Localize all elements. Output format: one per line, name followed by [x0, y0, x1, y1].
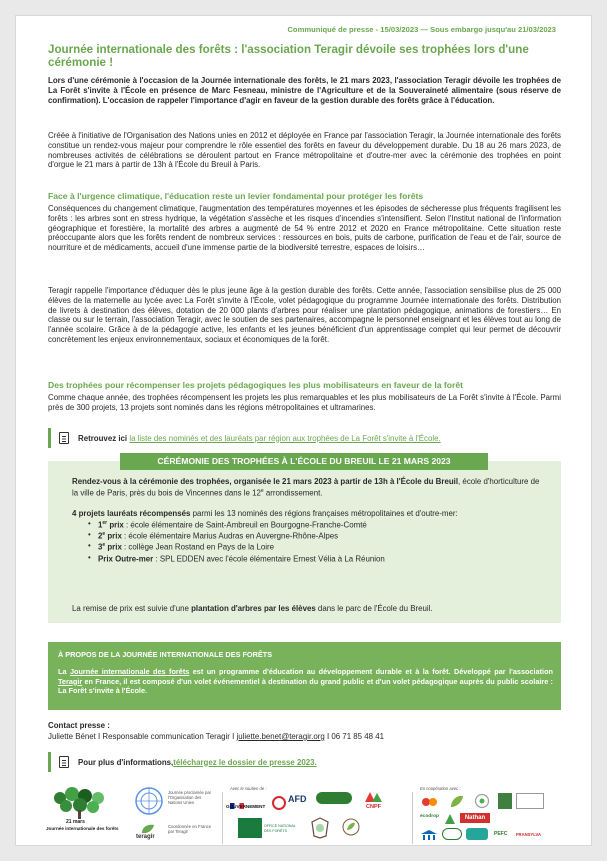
embargo-line: Communiqué de presse - 15/03/2023 — Sous embargo jusqu'au 21/03/2023 [287, 25, 556, 34]
teragir-link[interactable]: Teragir [58, 676, 83, 686]
cnpf-text: CNPF [366, 804, 381, 810]
prize-list [88, 519, 538, 564]
afd-logo-icon [272, 795, 286, 816]
jif-link[interactable]: Journée internationale des forêts [69, 667, 190, 676]
ceremony-rdv [72, 477, 542, 498]
contact-header: Contact presse : [48, 721, 110, 730]
teragir-sub: Coordonnée en France par Teragir [168, 824, 212, 834]
fransylva-text: FRANSYLVA [516, 832, 541, 837]
coop-logo-2-icon [448, 793, 466, 814]
list-item: • Prix Outre-mer : SPL EDDEN avec l'école élémentaire Ernest Vélia à La Réunion [88, 553, 538, 564]
jif-line2: Journée internationale des forêts [46, 826, 119, 831]
page-title: Journée internationale des forêts : l'association Teragir dévoile ses trophées lors d'une cérémonie ! [48, 43, 529, 69]
laureats-bold: 4 projets lauréats récompensés [72, 509, 191, 518]
divider [412, 792, 413, 844]
gouv-text: GOUVERNEMENT [226, 804, 266, 809]
heading-climate: Face à l'urgence climatique, l'éducation reste un levier fondamental pour protéger les forêts [48, 191, 424, 201]
divider [222, 792, 223, 844]
green-banner-logo [316, 792, 352, 804]
jif-tree-icon [50, 786, 112, 820]
coop-logo-3-icon [474, 793, 490, 814]
document-icon [59, 756, 69, 768]
ceremony-planting: La remise de prix est suivie d'une plantation d'arbres par les élèves dans le parc de l'École du Breuil. [72, 604, 433, 613]
coop-logo-4-icon [498, 793, 512, 809]
ecodrop-text: ecodrop [420, 814, 439, 819]
coop-logo-1-icon [420, 795, 440, 813]
nominees-callout [48, 428, 561, 448]
logos-footer [16, 784, 593, 846]
list-item: • 1er prix : école élémentaire de Saint-Ambreuil en Bourgogne-Franche-Comté [88, 519, 538, 530]
nominees-link[interactable]: la liste des nominés et des lauréats par région aux trophées de La Forêt s'invite à l'École. [129, 433, 441, 443]
email-link[interactable]: juliette.benet@teragir.org [236, 732, 325, 741]
paragraph-3: Teragir rappelle l'importance d'éduquer dès le plus jeune âge à la gestion durable des forêts. Cette année, l'association sensibilise plus de 25 000 élèves de la maternelle au lycée avec La Forêt s'invite à l'École, volet pédagogique du programme Journée internationale des forêts. Distribution de livrets à destination des élèves, dotation de 20 000 plants d'arbres pour réaliser une plantation pédagogique, animations de forestiers… En classe ou sur le terrain, l'association Teragir, avec le soutien de ses partenaires, accompagne le personnel enseignant et les élèves tout au long de l'année scolaire. Grâce à de la pédagogie active, les enfants et les jeunes bénéficient d'un apprentissage complet qui leur permet de découvrir concrètement les enjeux environnementaux, sociaux et économiques de la forêt. [48, 286, 561, 344]
nathan-logo: Nathan [460, 813, 490, 823]
leaf-round-icon [342, 818, 360, 841]
coop-logo-8-icon [466, 828, 488, 840]
coop-logo-5-icon [516, 793, 544, 809]
coop-logo-7-icon [442, 828, 462, 840]
contact-line: Juliette Bénet I Responsable communication Teragir I juliette.benet@teragir.org I 06 71 85 48 41 [48, 732, 384, 741]
callout-prefix: Retrouvez ici [78, 433, 128, 443]
un-logo-icon [134, 786, 164, 821]
rdv-bold: Rendez-vous à la cérémonie des trophées, organisée le 21 mars 2023 à partir de 13h à l'École du Breuil [72, 477, 459, 486]
jif-line1: 21 mars [66, 819, 85, 825]
more-prefix: Pour plus d'informations, [78, 757, 174, 767]
ceremony-box [48, 456, 561, 623]
rdv-end: arrondissement. [263, 488, 323, 498]
press-kit-callout [48, 752, 561, 772]
heading-trophies: Des trophées pour récompenser les projets pédagogiques les plus mobilisateurs en faveur de la forêt [48, 380, 464, 390]
unesco-logo-icon [420, 828, 438, 846]
rdv-rest: , école d'horticulture de la ville de Paris, près du bois de Vincennes dans le 12 [72, 477, 540, 498]
ceremony-header: CÉRÉMONIE DES TROPHÉES À L'ÉCOLE DU BREUIL LE 21 MARS 2023 [120, 453, 488, 470]
onf-text: OFFICE NATIONAL DES FORÊTS [264, 824, 296, 833]
cooperation-label: En coopération avec : [420, 786, 461, 791]
un-text: Journée proclamée par l'Organisation des Nations Unies [168, 790, 212, 805]
document-icon [59, 432, 69, 444]
paragraph-2: Conséquences du changement climatique, l'augmentation des températures moyennes et les épisodes de sécheresse plus fréquents fragilisent les forêts : les arbres sont en stress hydrique, la végétation s'assèche et les risques d'incendies s'intensifient. Selon l'Institut national de l'information géographique et forestière, la mortalité des arbres a augmenté de 54 % entre 2012 et 2020 en France métropolitaine. Cette situation reste préoccupante alors que les forêts rendent de nombreux services : ressources en bois, puits de carbone, purification de l'eau et de l'air, source de nourriture et de médicaments, accueil d'une immense partie de la biodiversité terrestre, espaces de loisirs… [48, 204, 561, 253]
pefc-text: PEFC [494, 831, 508, 837]
laureats-rest: parmi les 13 nominés des régions françaises métropolitaines et d'outre-mer: [190, 509, 458, 518]
intro-paragraph: Lors d'une cérémonie à l'occasion de la Journée internationale des forêts, le 21 mars 2023, l'association Teragir dévoile les trophées de La Forêt s'invite à l'École en présence de Marc Fesneau, ministre de l'Agriculture et de la Souveraineté alimentaire (sous réserve de confirmation). L'occasion de rappeler l'importance d'agir en faveur de la gestion durable des forêts grâce à l'éducation. [48, 76, 561, 105]
list-item: • 3e prix : collège Jean Rostand en Pays de la Loire [88, 541, 538, 552]
about-box [48, 642, 561, 710]
press-kit-link[interactable]: téléchargez le dossier de presse 2023. [173, 757, 317, 767]
teragir-logo-text: teragir [136, 834, 155, 840]
afd-text: AFD [288, 794, 307, 804]
about-header: À PROPOS DE LA JOURNÉE INTERNATIONALE DES FORÊTS [58, 650, 273, 659]
about-text: La Journée internationale des forêts est un programme d'éducation au développement durable et à la forêt. Développé par l'association Teragir en France, il est composé d'un volet événementiel à destination du grand public et d'un volet pédagogique auprès du public scolaire : La Forêt s'invite à l'École. [58, 667, 553, 695]
onf-logo-icon [238, 818, 262, 838]
paragraph-4: Comme chaque année, des trophées récompensent les projets les plus remarquables et les plus mobilisateurs de La Forêt s'invite à l'École. Parmi près de 300 projets, 13 projets sont nominés dans les régions métropolitaines et ultramarines. [48, 393, 561, 412]
soutien-label: Avec le soutien de : [230, 786, 267, 791]
partner-seal-icon [310, 816, 330, 845]
press-release-page [15, 15, 592, 846]
paragraph-1: Créée à l'initiative de l'Organisation des Nations unies en 2012 et déployée en France par l'association Teragir, la Journée internationale des forêts constitue un rendez-vous majeur pour comprendre le rôle essentiel des forêts en faveur du développement durable. Du 18 au 26 mars 2023, de nombreuses activités de célébrations se déroulent partout en France métropolitaine et d'outre-mer avec la cérémonie des trophées en point d'orgue le 21 mars à partir de 13h à l'École du Breuil à Paris. [48, 131, 561, 170]
ceremony-laureats [72, 509, 542, 519]
rdv-sup: e [260, 487, 264, 494]
list-item: • 2e prix : école élémentaire Marius Audras en Auvergne-Rhône-Alpes [88, 530, 538, 541]
